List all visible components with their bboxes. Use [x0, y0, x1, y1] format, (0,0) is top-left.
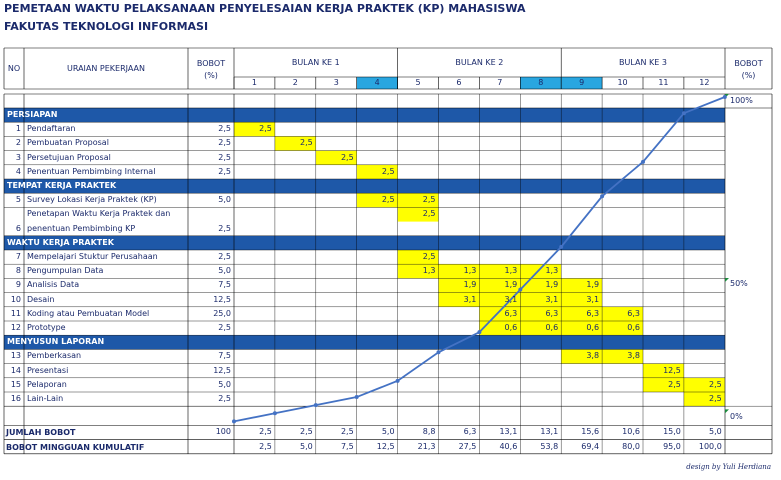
- task-bobot: 2,5: [218, 166, 231, 176]
- kumulatif-week-11: 95,0: [663, 441, 681, 451]
- jumlah-week-11: 15,0: [663, 427, 681, 437]
- header-bulan-3: BULAN KE 3: [619, 58, 667, 67]
- curve-point-2: [314, 403, 318, 407]
- kumulatif-week-6: 27,5: [458, 441, 477, 451]
- cell-value: 1,9: [463, 280, 477, 290]
- task-bobot: 2,5: [218, 152, 231, 162]
- task-name: Prototype: [27, 323, 66, 332]
- week-number-8: 8: [538, 78, 544, 87]
- task-no: 13: [10, 351, 21, 361]
- task-no: 1: [15, 124, 21, 134]
- cell-value: 2,5: [668, 379, 681, 389]
- task-bobot: 25,0: [213, 308, 231, 318]
- cell-value: 0,6: [586, 323, 600, 332]
- task-name: Desain: [27, 294, 55, 304]
- task-bobot: 12,5: [213, 365, 231, 375]
- curve-point-3: [355, 395, 359, 399]
- page-subtitle: FAKUTAS TEKNOLOGI INFORMASI: [4, 20, 209, 33]
- task-no: 3: [15, 152, 21, 162]
- jumlah-week-6: 6,3: [463, 427, 477, 437]
- jumlah-week-2: 2,5: [300, 427, 313, 437]
- cell-value: 3,1: [504, 294, 518, 304]
- cell-value: 1,9: [586, 280, 600, 290]
- task-name: Pemberkasan: [27, 351, 82, 361]
- kumulatif-week-3: 7,5: [340, 441, 354, 451]
- cell-value: 6,3: [586, 308, 600, 318]
- week-number-1: 1: [251, 78, 257, 87]
- jumlah-week-1: 2,5: [259, 427, 272, 437]
- cell-value: 12,5: [663, 365, 681, 375]
- header-bobot-right-unit: (%): [741, 71, 756, 80]
- kumulatif-week-1: 2,5: [259, 441, 272, 451]
- task-no: 16: [10, 394, 21, 403]
- task-bobot: 12,5: [213, 294, 231, 304]
- jumlah-bobot-label: JUMLAH BOBOT: [6, 428, 76, 438]
- cell-value: 3,8: [627, 351, 640, 361]
- task-name-cont: penentuan Pembimbing KP: [27, 223, 136, 233]
- jumlah-week-4: 5,0: [381, 427, 395, 437]
- task-name: Analisis Data: [27, 280, 80, 290]
- week-number-6: 6: [456, 78, 462, 87]
- task-name: Penentuan Pembimbing Internal: [27, 166, 156, 176]
- curve-point-8: [559, 245, 563, 249]
- week-number-7: 7: [497, 78, 503, 87]
- section-title: TEMPAT KERJA PRAKTEK: [7, 181, 117, 190]
- cell-value: 2,5: [709, 394, 722, 403]
- header-bulan-1: BULAN KE 1: [291, 58, 340, 67]
- task-name: Survey Lokasi Kerja Praktek (KP): [27, 195, 157, 205]
- kumulatif-week-7: 40,6: [499, 441, 518, 451]
- jumlah-week-9: 15,6: [581, 427, 600, 437]
- task-bobot: 2,5: [218, 252, 231, 261]
- header-bobot-unit: (%): [204, 71, 218, 80]
- section-bar: [4, 108, 725, 122]
- task-bobot: 7,5: [218, 351, 231, 361]
- page-title: PEMETAAN WAKTU PELAKSANAAN PENYELESAIAN KERJA PRAKTEK (KP) MAHASISWA: [4, 2, 526, 15]
- task-no: 2: [15, 138, 21, 148]
- kumulatif-week-2: 5,0: [300, 441, 313, 451]
- scale-50-label: 50%: [730, 279, 748, 288]
- task-no: 9: [15, 280, 21, 290]
- cell-value: 1,3: [504, 266, 518, 276]
- curve-point-4: [396, 379, 400, 383]
- week-number-2: 2: [292, 78, 298, 87]
- header-bobot: BOBOT: [196, 59, 226, 68]
- jumlah-week-8: 13,1: [540, 427, 559, 437]
- week-number-3: 3: [333, 78, 339, 87]
- task-name: Pembuatan Proposal: [27, 138, 109, 148]
- kumulatif-week-8: 53,8: [540, 441, 559, 451]
- task-no: 12: [10, 323, 21, 332]
- task-bobot: 5,0: [218, 195, 231, 205]
- cell-value: 0,6: [545, 323, 559, 332]
- jumlah-week-5: 8,8: [422, 427, 436, 437]
- task-name: Presentasi: [27, 365, 69, 375]
- kumulatif-week-9: 69,4: [581, 441, 600, 451]
- week-number-12: 12: [699, 78, 710, 87]
- cell-value: 2,5: [340, 152, 354, 162]
- kumulatif-week-4: 12,5: [376, 441, 395, 451]
- cell-value: 6,3: [545, 308, 559, 318]
- task-name: Pengumpulan Data: [27, 266, 104, 276]
- task-no: 15: [10, 379, 21, 389]
- week-number-4: 4: [374, 78, 380, 87]
- cell-value: 0,6: [627, 323, 640, 332]
- task-name: Penetapan Waktu Kerja Praktek dan: [27, 209, 171, 219]
- task-bobot: 5,0: [218, 379, 231, 389]
- curve-point-0: [232, 419, 236, 423]
- kumulatif-week-10: 80,0: [622, 441, 640, 451]
- section-bar: [4, 335, 725, 349]
- cell-value: 1,3: [422, 266, 436, 276]
- designer-credit: design by Yuli Herdiana: [686, 463, 771, 471]
- cell-value: 6,3: [627, 308, 640, 318]
- task-name: Pendaftaran: [27, 124, 76, 134]
- curve-point-11: [682, 111, 686, 115]
- cell-value: 2,5: [422, 195, 436, 205]
- scale-0-label: 0%: [730, 411, 743, 421]
- task-no: 14: [10, 365, 21, 375]
- task-no: 11: [10, 308, 21, 318]
- cell-value: 0,6: [504, 323, 518, 332]
- task-bobot: 5,0: [218, 266, 231, 276]
- header-bobot-right: BOBOT: [734, 59, 763, 68]
- cell-value: 1,3: [463, 266, 477, 276]
- task-name: Mempelajari Stuktur Perusahaan: [27, 252, 158, 261]
- cell-value: 2,5: [381, 195, 395, 205]
- task-name: Persetujuan Proposal: [27, 152, 111, 162]
- section-title: PERSIAPAN: [7, 110, 58, 119]
- cell-value: 3,1: [545, 294, 559, 304]
- cell-value: 1,3: [545, 266, 559, 276]
- curve-point-10: [641, 160, 645, 164]
- cell-value: 1,9: [545, 280, 559, 290]
- header-uraian: URAIAN PEKERJAAN: [66, 64, 146, 73]
- jumlah-week-12: 5,0: [709, 427, 722, 437]
- cell-value: 3,1: [586, 294, 600, 304]
- cell-value: 6,3: [504, 308, 518, 318]
- kumulatif-week-12: 100,0: [698, 441, 722, 451]
- week-number-9: 9: [579, 78, 585, 87]
- scale-100-label: 100%: [730, 96, 753, 105]
- cell-value: 2,5: [422, 252, 436, 261]
- cell-value: 2,5: [422, 209, 436, 219]
- week-number-5: 5: [415, 78, 421, 87]
- week-number-10: 10: [617, 78, 628, 87]
- cell-value: 2,5: [709, 379, 722, 389]
- cell-value: 3,1: [463, 294, 477, 304]
- cell-value: 2,5: [381, 166, 395, 176]
- kumulatif-week-5: 21,3: [417, 441, 436, 451]
- week-number-11: 11: [658, 78, 669, 87]
- jumlah-week-7: 13,1: [499, 427, 518, 437]
- task-name: Koding atau Pembuatan Model: [27, 308, 150, 318]
- curve-point-1: [273, 411, 277, 415]
- curve-point-9: [600, 194, 604, 198]
- jumlah-week-3: 2,5: [340, 427, 354, 437]
- task-bobot: 2,5: [218, 138, 231, 148]
- task-name: Lain-Lain: [27, 394, 64, 403]
- task-bobot: 2,5: [218, 323, 231, 332]
- task-no: 6: [15, 223, 21, 233]
- task-no: 4: [15, 166, 21, 176]
- jumlah-week-10: 10,6: [622, 427, 640, 437]
- cell-value: 2,5: [259, 124, 272, 134]
- task-bobot: 7,5: [218, 280, 231, 290]
- task-name: Pelaporan: [27, 379, 67, 389]
- header-bulan-2: BULAN KE 2: [455, 58, 504, 67]
- kumulatif-label: BOBOT MINGGUAN KUMULATIF: [6, 442, 145, 452]
- task-no: 8: [15, 266, 21, 276]
- header-no: NO: [7, 64, 21, 73]
- curve-point-5: [437, 350, 441, 354]
- section-title: WAKTU KERJA PRAKTEK: [7, 237, 114, 247]
- task-no: 10: [10, 294, 21, 304]
- task-bobot: 2,5: [218, 394, 231, 403]
- task-no: 5: [15, 195, 21, 205]
- task-bobot: 2,5: [218, 223, 231, 233]
- task-bobot: 2,5: [218, 124, 231, 134]
- jumlah-bobot-total: 100: [215, 427, 231, 437]
- cell-value: 3,8: [586, 351, 600, 361]
- task-no: 7: [15, 252, 21, 261]
- cell-value: 2,5: [300, 138, 313, 148]
- cell-value: 1,9: [504, 280, 518, 290]
- section-title: MENYUSUN LAPORAN: [7, 337, 105, 347]
